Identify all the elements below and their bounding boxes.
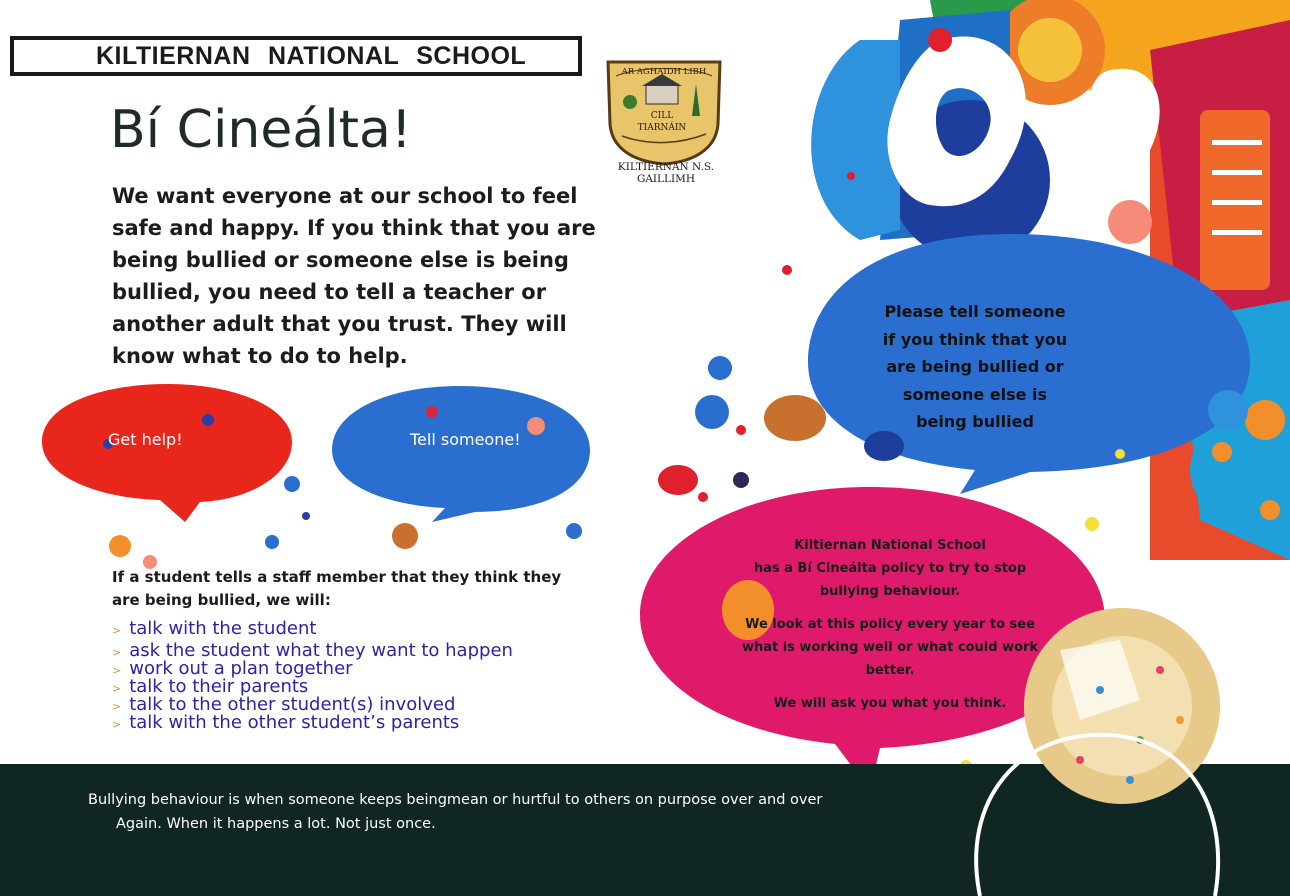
policy-line: Kiltiernan National School (794, 538, 986, 553)
policy-line: bullying behaviour. (819, 584, 961, 599)
arrow-bullet-icon: > (112, 718, 122, 731)
arrow-bullet-icon: > (112, 682, 122, 695)
list-item: > talk to their parents (112, 676, 309, 697)
school-crest (600, 54, 732, 184)
list-item: > talk with the other student’s parents (112, 712, 460, 733)
list-item: > talk to the other student(s) involved (112, 694, 456, 715)
response-steps-list (112, 620, 513, 732)
blue-bubble-line: Please tell someone (884, 302, 1066, 321)
pink-bubble-text (720, 534, 1060, 715)
review-line: We look at this policy every year to see (745, 617, 1035, 632)
arrow-bullet-icon: > (112, 646, 122, 659)
list-item: > talk with the student (112, 618, 317, 639)
blue-speech-bubble-shape (332, 386, 590, 522)
page-title: Bí Cineálta! (110, 100, 412, 160)
get-help-label: Get help! (108, 430, 183, 449)
blue-bubble-line: being bullied (916, 412, 1034, 431)
crest-line1: CILL (650, 111, 674, 121)
ask-line: We will ask you what you think. (773, 696, 1007, 711)
footer-line2: Again. When it happens a lot. Not just once. (116, 816, 436, 832)
tell-someone-label: Tell someone! (410, 430, 521, 449)
crest-bottom-line1: KILTIERNAN N.S. (617, 161, 715, 173)
footer-line1: Bullying behaviour is when someone keeps beingmean or hurtful to others on purpose over and over (88, 792, 823, 808)
blue-bubble-line: someone else is (902, 384, 1048, 404)
red-speech-bubble-shape (42, 384, 292, 522)
crest-bottom-line2: GAILLIMH (636, 173, 696, 184)
arrow-bullet-icon: > (112, 664, 122, 677)
school-name-heading: KILTIERNAN NATIONAL SCHOOL (96, 41, 527, 70)
arrow-bullet-icon: > (112, 624, 122, 637)
review-line: what is working well or what could work (741, 640, 1039, 655)
review-line: better. (865, 663, 915, 678)
footer-definition (88, 788, 968, 836)
crest-line2: TIARNÁIN (637, 123, 687, 133)
policy-line: has a Bí Cineálta policy to try to stop (753, 561, 1027, 576)
blue-right-bubble-text (860, 298, 1090, 436)
intro-paragraph: We want everyone at our school to feel safe and happy. If you think that you are being bullied or someone else is being bullied, you need to tell a teacher or another adult that you trust. They will know what to do to help. (112, 184, 596, 368)
blue-bubble-line: are being bullied or (886, 357, 1064, 376)
arrow-bullet-icon: > (112, 700, 122, 713)
list-item: > work out a plan together (112, 658, 353, 679)
list-item: > ask the student what they want to happen (112, 640, 513, 661)
crest-top-banner: AR AGHAIDH LIBH (621, 67, 707, 77)
blue-bubble-line: if you think that you (882, 329, 1068, 349)
response-intro: If a student tells a staff member that they think they are being bullied, we will: (112, 568, 562, 609)
school-header-box (10, 36, 582, 76)
